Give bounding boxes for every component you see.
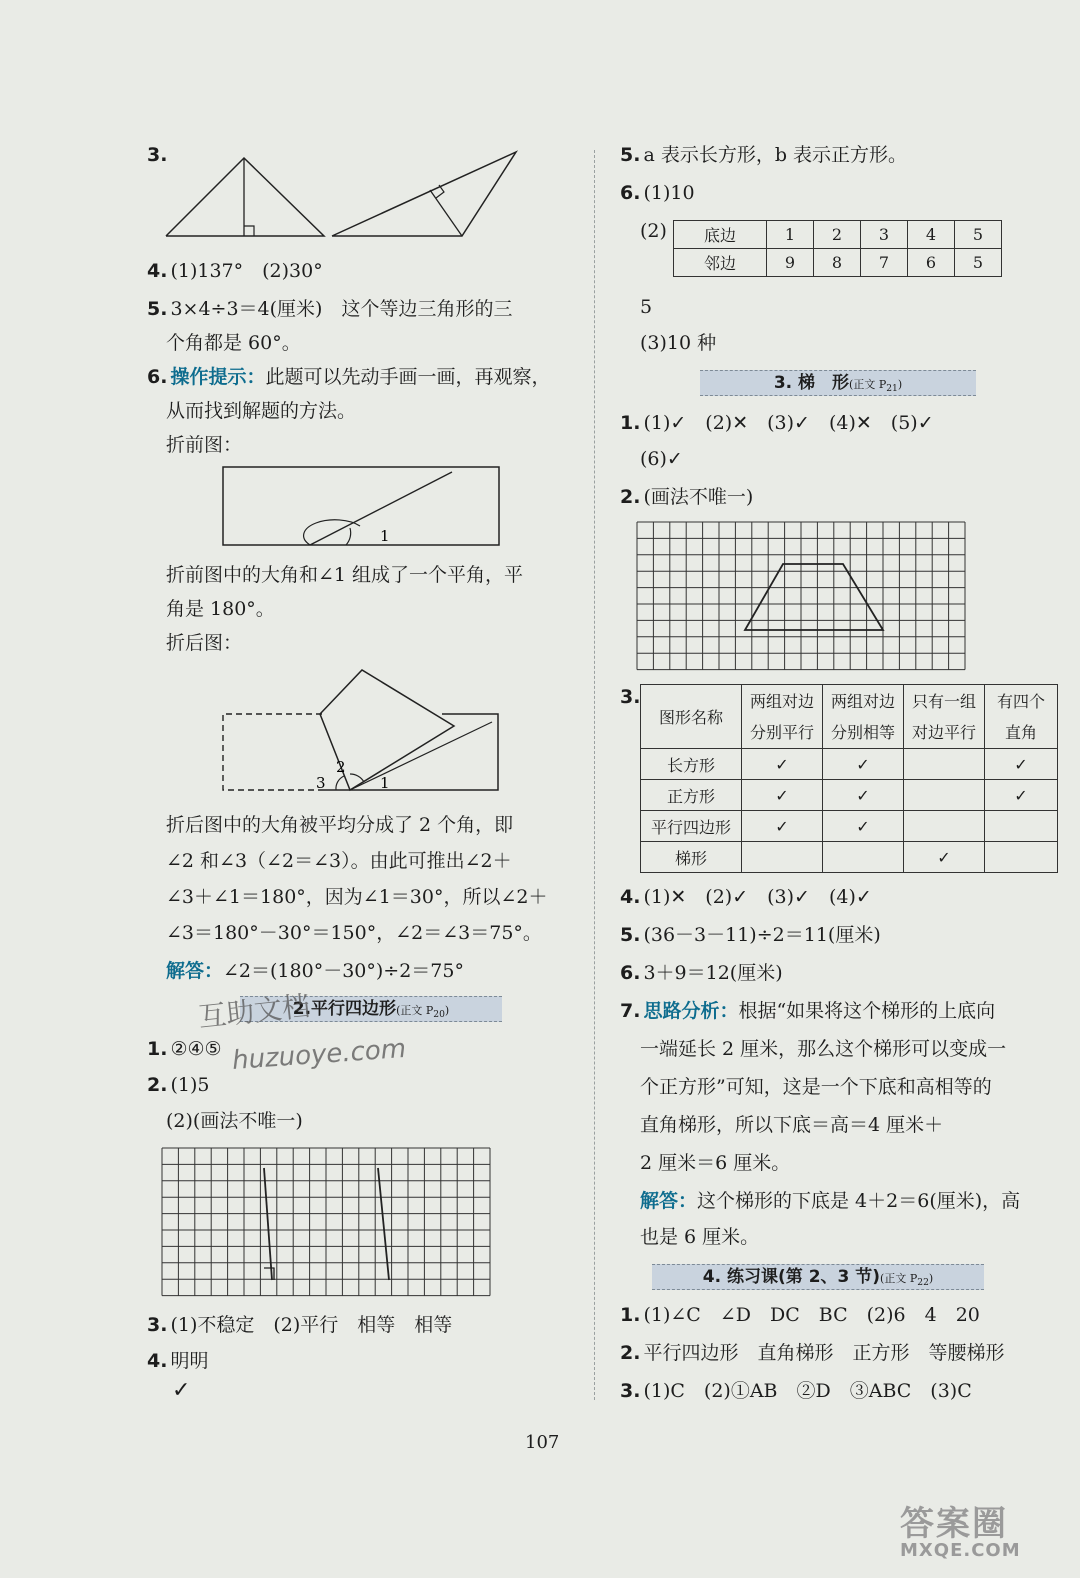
s4-q3-answer: 3. (1)C (2)①AB ②D ③ABC (3)C	[620, 1380, 972, 1402]
section-2-header: 2.平行四边形(正文 $P_{20}$)	[240, 996, 502, 1022]
table-cell: 3	[861, 221, 908, 249]
table-cell: 5	[955, 221, 1002, 249]
q6-answer: 解答：∠2＝(180°－30°)÷2＝75°	[166, 960, 464, 982]
s3-q5-answer: 5. (36－3－11)÷2＝11(厘米)	[620, 924, 881, 946]
base-side-table	[673, 220, 1002, 277]
angle-2-label: 2	[336, 758, 346, 776]
check-cell: ✓	[742, 749, 823, 780]
r-q6-sub1: 6. (1)10	[620, 182, 695, 204]
check-cell: ✓	[904, 842, 985, 873]
check-cell: ✓	[823, 780, 904, 811]
s3-q1-answer: 1. (1)✓ (2)✕ (3)✓ (4)✕ (5)✓	[620, 412, 934, 434]
corner-logo-url: MXQE.COM	[900, 1540, 1021, 1561]
q6-after-label: 折后图：	[166, 632, 243, 654]
s2-q4-answer: 4. 明明	[147, 1350, 209, 1372]
r-q6-sub3: (3)10 种	[640, 332, 717, 354]
q5-line2: 个角都是 60°。	[166, 332, 301, 354]
before-fold-figure	[222, 466, 522, 556]
table-cell: 7	[861, 249, 908, 277]
check-cell	[742, 842, 823, 873]
page-number: 107	[525, 1432, 560, 1453]
watermark-stamp-url: huzuoye.com	[231, 1033, 408, 1077]
table-header-cell: 只有一组 对边平行	[904, 685, 985, 749]
q3-triangles-figure	[160, 148, 540, 248]
check-cell: ✓	[742, 811, 823, 842]
trapezoid-grid-figure	[637, 522, 987, 682]
table-header-cell: 两组对边 分别相等	[823, 685, 904, 749]
s3-q2-answer: 2. (画法不唯一)	[620, 486, 754, 508]
parallelogram-grid-figure	[162, 1148, 512, 1308]
s3-q7-line3: 个正方形”可知，这是一个下底和高相等的	[640, 1076, 992, 1098]
table-row	[641, 811, 1058, 842]
table-row	[641, 780, 1058, 811]
s3-q7-line4: 直角梯形，所以下底＝高＝4 厘米＋	[640, 1114, 944, 1136]
table-cell: 5	[955, 249, 1002, 277]
watermark-stamp-text: 互助文档	[196, 989, 312, 1034]
r-q6-after-table: 5	[640, 296, 653, 318]
q6-after-desc4: ∠3＝180°－30°＝150°，∠2＝∠3＝75°。	[166, 922, 542, 944]
table-header-cell: 两组对边 分别平行	[742, 685, 823, 749]
q6-hint: 6. 操作提示：此题可以先动手画一画，再观察，	[147, 366, 551, 388]
table-header-cell: 图形名称	[641, 685, 742, 749]
q6-before-desc2: 角是 180°。	[166, 598, 275, 620]
q3-number: 3.	[147, 144, 168, 166]
column-divider	[594, 150, 595, 1400]
table-cell: 4	[908, 221, 955, 249]
s2-q2-answer: 2. (1)5	[147, 1074, 210, 1096]
s4-q1-answer: 1. (1)∠C ∠D DC BC (2)6 4 20	[620, 1304, 980, 1326]
table-row	[641, 842, 1058, 873]
shape-name-cell: 长方形	[641, 749, 742, 780]
shape-name-cell: 正方形	[641, 780, 742, 811]
shape-property-table	[640, 684, 1058, 873]
s3-q4-answer: 4. (1)✕ (2)✓ (3)✓ (4)✓	[620, 886, 872, 908]
section-3-header: 3. 梯 形(正文 $P_{21}$)	[700, 370, 976, 396]
table-row	[641, 749, 1058, 780]
q6-after-desc3: ∠3＋∠1＝180°，因为∠1＝30°，所以∠2＋	[166, 886, 548, 908]
r-q5-answer: 5. a 表示长方形，b 表示正方形。	[620, 144, 908, 166]
after-fold-figure	[222, 664, 522, 794]
s3-q7-answer: 解答：这个梯形的下底是 4＋2＝6(厘米)，高	[640, 1190, 1021, 1212]
table-row-label: 底边	[674, 221, 767, 249]
table-header-cell: 有四个 直角	[985, 685, 1058, 749]
check-cell: ✓	[823, 749, 904, 780]
check-cell	[904, 811, 985, 842]
q5-answer: 5. 3×4÷3＝4(厘米) 这个等边三角形的三	[147, 298, 513, 320]
angle-1-after-label: 1	[380, 774, 390, 792]
s3-q1-line2: (6)✓	[640, 448, 683, 470]
check-cell: ✓	[985, 780, 1058, 811]
angle-1-label: 1	[380, 527, 390, 545]
shape-name-cell: 梯形	[641, 842, 742, 873]
s3-q7-answer-line2: 也是 6 厘米。	[640, 1226, 760, 1248]
s3-q7-line2: 一端延长 2 厘米，那么这个梯形可以变成一	[640, 1038, 1007, 1060]
table-cell: 2	[814, 221, 861, 249]
q6-before-desc1: 折前图中的大角和∠1 组成了一个平角，平	[166, 564, 524, 586]
q6-before-label: 折前图：	[166, 434, 243, 456]
s3-q7-analysis: 7. 思路分析：根据“如果将这个梯形的上底向	[620, 1000, 996, 1022]
s2-q3-answer: 3. (1)不稳定 (2)平行 相等 相等	[147, 1314, 453, 1336]
table-cell: 6	[908, 249, 955, 277]
check-cell: ✓	[823, 811, 904, 842]
table-cell: 8	[814, 249, 861, 277]
check-cell	[904, 780, 985, 811]
check-cell	[823, 842, 904, 873]
q6-after-desc2: ∠2 和∠3（∠2＝∠3）。由此可推出∠2＋	[166, 850, 512, 872]
table-cell: 1	[767, 221, 814, 249]
corner-logo-watermark: 答案圈	[900, 1504, 1008, 1544]
s3-q6-answer: 6. 3＋9＝12(厘米)	[620, 962, 783, 984]
q6-hint-line2: 从而找到解题的方法。	[166, 400, 357, 422]
s2-q1-answer: 1. ②④⑤	[147, 1038, 222, 1060]
q6-after-desc1: 折后图中的大角被平均分成了 2 个角，即	[166, 814, 514, 836]
check-cell	[985, 842, 1058, 873]
check-cell: ✓	[742, 780, 823, 811]
s4-q2-answer: 2. 平行四边形 直角梯形 正方形 等腰梯形	[620, 1342, 1005, 1364]
check-cell: ✓	[985, 749, 1058, 780]
s3-q7-line5: 2 厘米＝6 厘米。	[640, 1152, 791, 1174]
angle-3-label: 3	[316, 774, 326, 792]
check-cell	[904, 749, 985, 780]
s3-q3-number: 3.	[620, 686, 641, 708]
r-q6-sub2-label: (2)	[640, 220, 667, 242]
s2-q2-sub2: (2)(画法不唯一)	[166, 1110, 303, 1132]
s2-q4-check-mark: ✓	[172, 1378, 191, 1403]
table-cell: 9	[767, 249, 814, 277]
section-4-header: 4. 练习课(第 2、3 节)(正文 $P_{22}$)	[652, 1264, 984, 1290]
shape-name-cell: 平行四边形	[641, 811, 742, 842]
check-cell	[985, 811, 1058, 842]
q4-answer: 4. (1)137° (2)30°	[147, 260, 323, 282]
table-row-label: 邻边	[674, 249, 767, 277]
